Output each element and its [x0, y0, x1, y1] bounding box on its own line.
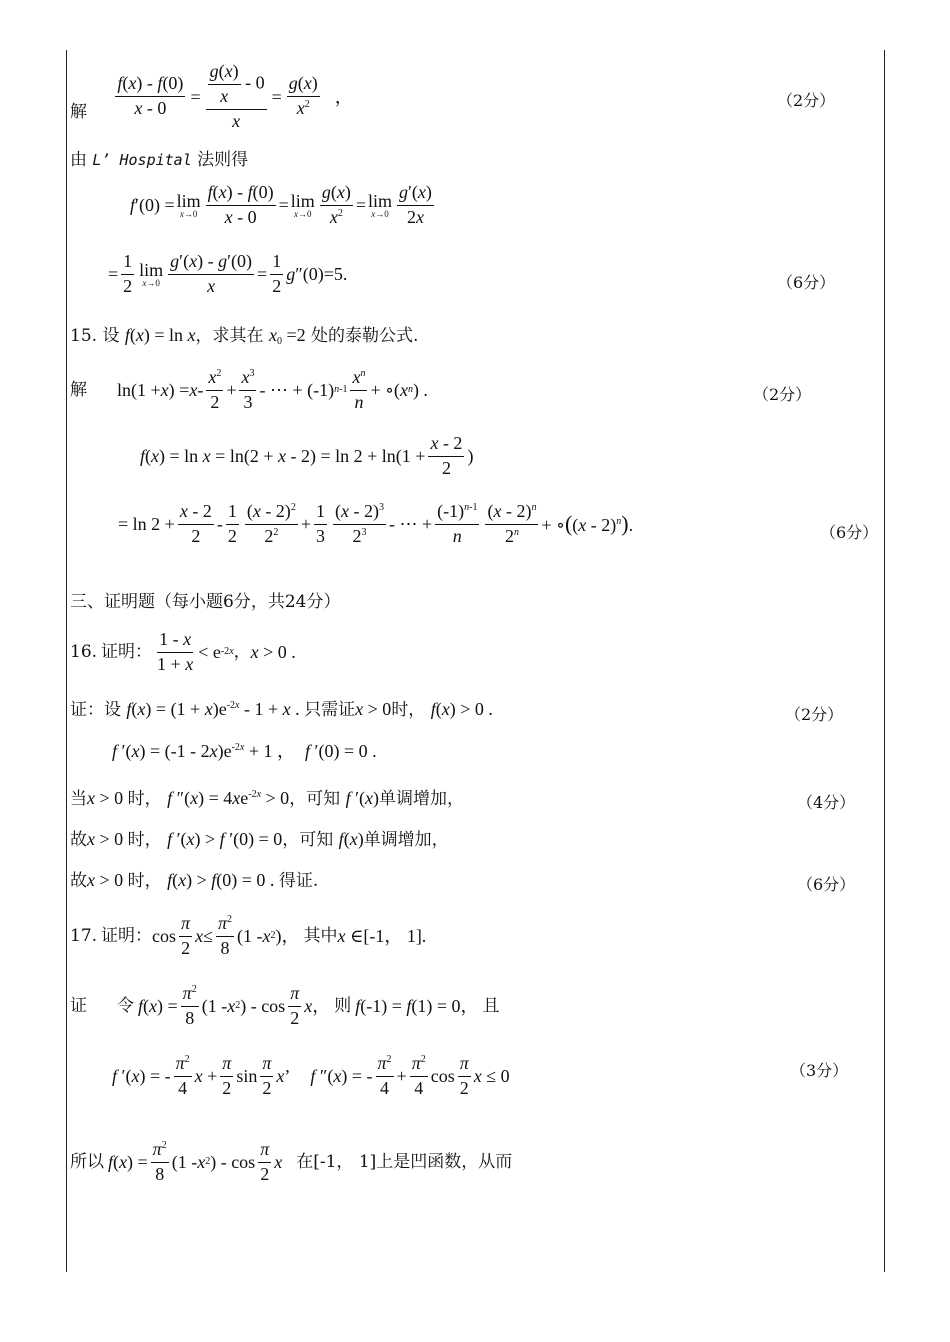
q17-proof-label: 证	[70, 995, 87, 1016]
sol14-limit-line: f′(0) = lim x→0 $\frac{f(x) - f(0)}{x - 0}$ = lim x→0 $\frac{g(x)}{x^2}$ = lim x→0 $\frac{g'(x)}{2x}$	[130, 182, 432, 227]
sol14-points-6: （6分）	[777, 273, 836, 292]
q16-can-know-2: ，可知	[282, 830, 334, 850]
q17-proof-line1: 证 令 f ( x ) = $\frac{\pi^2}{8}$ (1 - x 2 ) - cos $\frac{\pi}{2}$ x ， 则 f(-1) = f(1) = 0， 且	[70, 983, 500, 1028]
q16-when: 时，	[391, 700, 426, 720]
q15-text-post: 处的泰勒公式.	[311, 326, 419, 346]
q16-when-4: 时，	[127, 871, 162, 891]
q16-proof-line2: f $'(x) = (-1 - 2x)e^{-2x} + 1$ ， f ′(0) = 0 .	[112, 741, 377, 761]
q16-when-2: 时，	[127, 789, 162, 809]
q17-let: 令	[117, 995, 134, 1016]
section3-title: 三、证明题（每小题6分，共24分）	[70, 592, 341, 612]
lhopital-line	[70, 152, 248, 169]
q16-mono-inc: 单调增加，	[379, 789, 465, 809]
q15-text-mid: ，求其在	[195, 326, 264, 346]
q15-text-pre: 设	[102, 326, 120, 346]
q15-x0: =2	[286, 325, 306, 345]
q15-line3: = ln 2 + $\frac{x - 2}{2}$ - $\frac{1}{2}$ $\frac{(x - 2)^2}{2^2}$ + $\frac{1}{3}$ $\frac{(x - 2)^3}{2^3}$ - ⋯ + $\frac{(-1)^{n-1}}{n}$ $\frac{(x - 2)^n}{2^n}$ + ∘((x - 2)$^n$).	[118, 501, 634, 546]
sol14-line1	[70, 62, 353, 131]
jie-label: 解	[70, 102, 87, 123]
q17-where: 其中	[303, 925, 338, 946]
q17-interval: [-1， 1].	[363, 926, 427, 947]
q17-proof-line3: 所以 f ( x ) = $\frac{\pi^2}{8}$ (1 - x 2 ) - cos $\frac{\pi}{2}$ x 在[-1， 1]上是凹函数，从而	[70, 1139, 513, 1184]
q16-when-pre: 当	[70, 789, 87, 809]
sol14-expression: $\frac{f(x) - f(0)}{x - 0}$ = $\frac{g(x)}{x}$ - 0 x = $\frac{g(x)}{x^2}$ ，	[117, 61, 353, 131]
sol14-points-2: （2分）	[777, 91, 836, 110]
table-border-left	[66, 50, 67, 1272]
q17-points-3: （3分）	[790, 1061, 849, 1080]
sol14-final-line: = $\frac{1}{2}$ lim x→0 $\frac{g'(x) - g'(0)}{x}$ = $\frac{1}{2}$ g″(0) =5.	[108, 251, 348, 296]
q17-and: 且	[482, 995, 500, 1016]
q17-statement: 17. 证明： cos $\frac{\pi}{2}$ x ≤ $\frac{\pi^2}{8}$ (1 - x 2 )， 其中 x ∈ [-1， 1].	[70, 913, 427, 958]
q16-proof-line3: 当x > 0 时， f $''(x) = 4xe^{-2x} > 0$，可知 f ′(x)单调增加，	[70, 788, 465, 809]
q16-therefore: 故	[70, 830, 87, 850]
q16-proven: 得证.	[278, 871, 319, 891]
q17-then: 则	[334, 995, 352, 1016]
q15-line2: f(x) = ln x = ln(2 + x - 2) = ln 2 + ln(1 + $\frac{x - 2}{2}$ )	[140, 433, 474, 478]
q16-proof-line5: 故x > 0 时， f(x) > f(0) = 0 . 得证.	[70, 870, 319, 891]
q16-mono-inc-2: 单调增加，	[363, 830, 449, 850]
q15-points-2: （2分）	[753, 385, 812, 404]
q15-points-6: （6分）	[820, 523, 879, 542]
lhopital-prefix: 由	[70, 150, 87, 170]
lhopital-suffix: 法则得	[197, 150, 249, 170]
q17-number: 17.	[70, 925, 98, 946]
jie-label-15: 解	[70, 379, 87, 400]
q16-only-need: 只需证	[304, 700, 356, 720]
q17-proof-line2: f ′(x) = - $\frac{\pi^2}{4}$ x + $\frac{\pi}{2}$ sin $\frac{\pi}{2}$ x’ f ″(x) = - $\frac{\pi^2}{4}$ + $\frac{\pi^2}{4}$ cos $\frac{\pi}{2}$ x ≤ 0	[112, 1053, 510, 1098]
q16-proof-label: 证：	[70, 700, 104, 720]
q17-label: 证明：	[101, 925, 153, 946]
q16-sep: ，	[233, 641, 251, 662]
q15-statement: 15. 设 f(x) = ln x，求其在 x0 =2 处的泰勒公式.	[70, 325, 419, 347]
q16-statement: 16. 证明： $\frac{1 - x}{1 + x}$ < e -2x ， x > 0 .	[70, 629, 296, 674]
q16-label: 证明：	[101, 641, 153, 662]
q16-can-know: ，可知	[289, 789, 341, 809]
q16-number: 16.	[70, 641, 98, 662]
q16-proof-line1: 证：设 $f(x) = (1 + x)e^{-2x} - 1 + x$ . 只需证x > 0时， f(x) > 0 .	[70, 699, 493, 720]
q16-proof-line4: 故x > 0 时， f ′(x) > f ′(0) = 0，可知 f(x)单调增加，	[70, 829, 449, 850]
sol14-final-value: =5.	[323, 264, 348, 285]
q16-points-4: （4分）	[797, 793, 856, 812]
q16-points-6: （6分）	[797, 875, 856, 894]
lhopital-name: L’ Hospital	[92, 151, 192, 169]
q15-number: 15.	[70, 326, 98, 346]
q16-when-3: 时，	[127, 830, 162, 850]
table-border-right	[884, 50, 885, 1272]
q17-so: 所以	[70, 1151, 104, 1172]
q16-therefore-2: 故	[70, 871, 87, 891]
q16-set: 设	[104, 700, 121, 720]
q15-line1: 解 ln(1 + x ) = x - $\frac{x^2}{2}$ + $\frac{x^3}{3}$ - ⋯ + (-1) n-1 $\frac{x^n}{n}$ + ∘( x n ) .	[70, 367, 428, 412]
q17-on: 在[-1， 1]上是凹函数，从而	[296, 1151, 513, 1172]
q16-points-2: （2分）	[785, 705, 844, 724]
